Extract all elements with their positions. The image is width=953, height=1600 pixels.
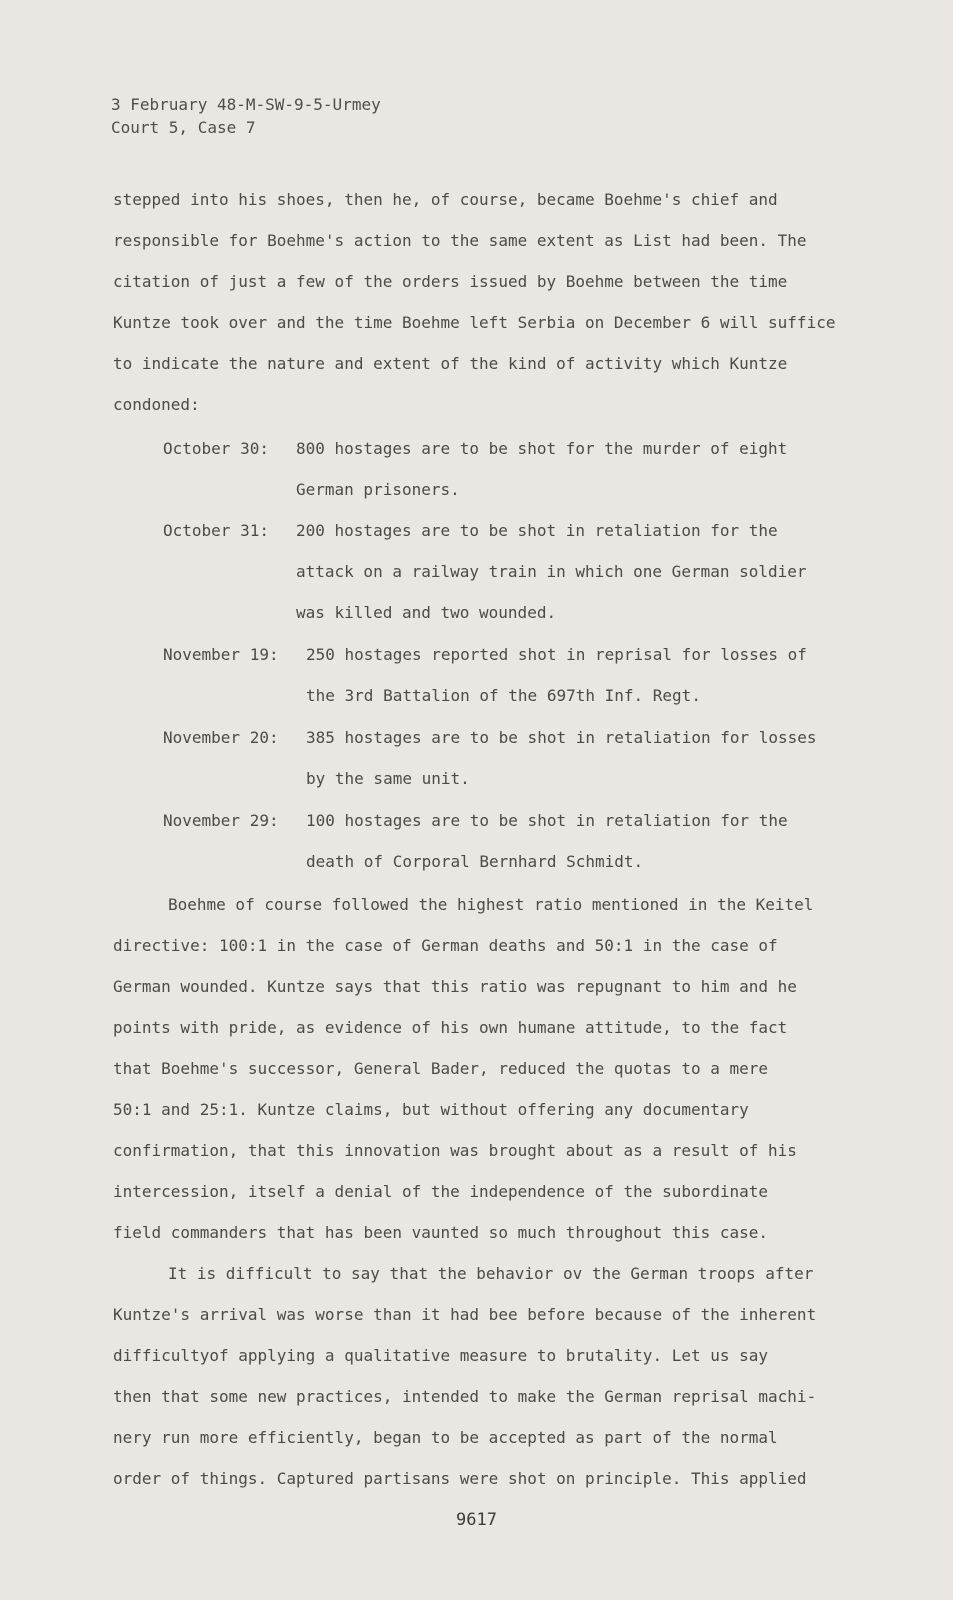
order-text-line: the 3rd Battalion of the 697th Inf. Regt. [306, 686, 701, 705]
header-date-reference: 3 February 48-M-SW-9-5-Urmey [111, 95, 381, 114]
text-line: condoned: [113, 395, 200, 414]
text-line: order of things. Captured partisans were shot on principle. This applied [113, 1469, 807, 1488]
header-court-case: Court 5, Case 7 [111, 118, 256, 137]
text-line: points with pride, as evidence of his own humane attitude, to the fact [113, 1018, 788, 1037]
order-date: November 20: [163, 728, 279, 747]
text-line: Kuntze's arrival was worse than it had bee before because of the inherent [113, 1305, 817, 1324]
order-text-line: death of Corporal Bernhard Schmidt. [306, 852, 644, 871]
text-line: then that some new practices, intended to make the German reprisal machi- [113, 1387, 817, 1406]
text-line: difficultyof applying a qualitative measure to brutality. Let us say [113, 1346, 769, 1365]
text-line: that Boehme's successor, General Bader, reduced the quotas to a mere [113, 1059, 769, 1078]
text-line: German wounded. Kuntze says that this ratio was repugnant to him and he [113, 977, 797, 996]
text-line: 50:1 and 25:1. Kuntze claims, but without offering any documentary [113, 1100, 749, 1119]
order-date: October 30: [163, 439, 269, 458]
order-text-line: attack on a railway train in which one German soldier [296, 562, 807, 581]
order-text-line: 385 hostages are to be shot in retaliation for losses [306, 728, 817, 747]
text-line: directive: 100:1 in the case of German deaths and 50:1 in the case of [113, 936, 778, 955]
text-line: citation of just a few of the orders issued by Boehme between the time [113, 272, 788, 291]
order-text-line: by the same unit. [306, 769, 470, 788]
order-text-line: 800 hostages are to be shot for the murder of eight [296, 439, 788, 458]
document-header [111, 93, 381, 139]
text-line: Kuntze took over and the time Boehme left Serbia on December 6 will suffice [113, 313, 836, 332]
order-date: November 29: [163, 811, 279, 830]
order-text-line: 100 hostages are to be shot in retaliation for the [306, 811, 788, 830]
order-date: November 19: [163, 645, 279, 664]
text-line: responsible for Boehme's action to the same extent as List had been. The [113, 231, 807, 250]
text-line: confirmation, that this innovation was brought about as a result of his [113, 1141, 797, 1160]
text-line: to indicate the nature and extent of the kind of activity which Kuntze [113, 354, 788, 373]
text-line: Boehme of course followed the highest ratio mentioned in the Keitel [168, 895, 814, 914]
text-line: field commanders that has been vaunted so much throughout this case. [113, 1223, 769, 1242]
text-line: nery run more efficiently, began to be accepted as part of the normal [113, 1428, 778, 1447]
order-text-line: was killed and two wounded. [296, 603, 557, 622]
text-line: It is difficult to say that the behavior ov the German troops after [168, 1264, 814, 1283]
order-text-line: 250 hostages reported shot in reprisal for losses of [306, 645, 807, 664]
text-line: intercession, itself a denial of the independence of the subordinate [113, 1182, 769, 1201]
order-text-line: German prisoners. [296, 480, 460, 499]
page-number: 9617 [456, 1510, 497, 1530]
order-date: October 31: [163, 521, 269, 540]
order-text-line: 200 hostages are to be shot in retaliation for the [296, 521, 778, 540]
text-line: stepped into his shoes, then he, of course, became Boehme's chief and [113, 190, 778, 209]
